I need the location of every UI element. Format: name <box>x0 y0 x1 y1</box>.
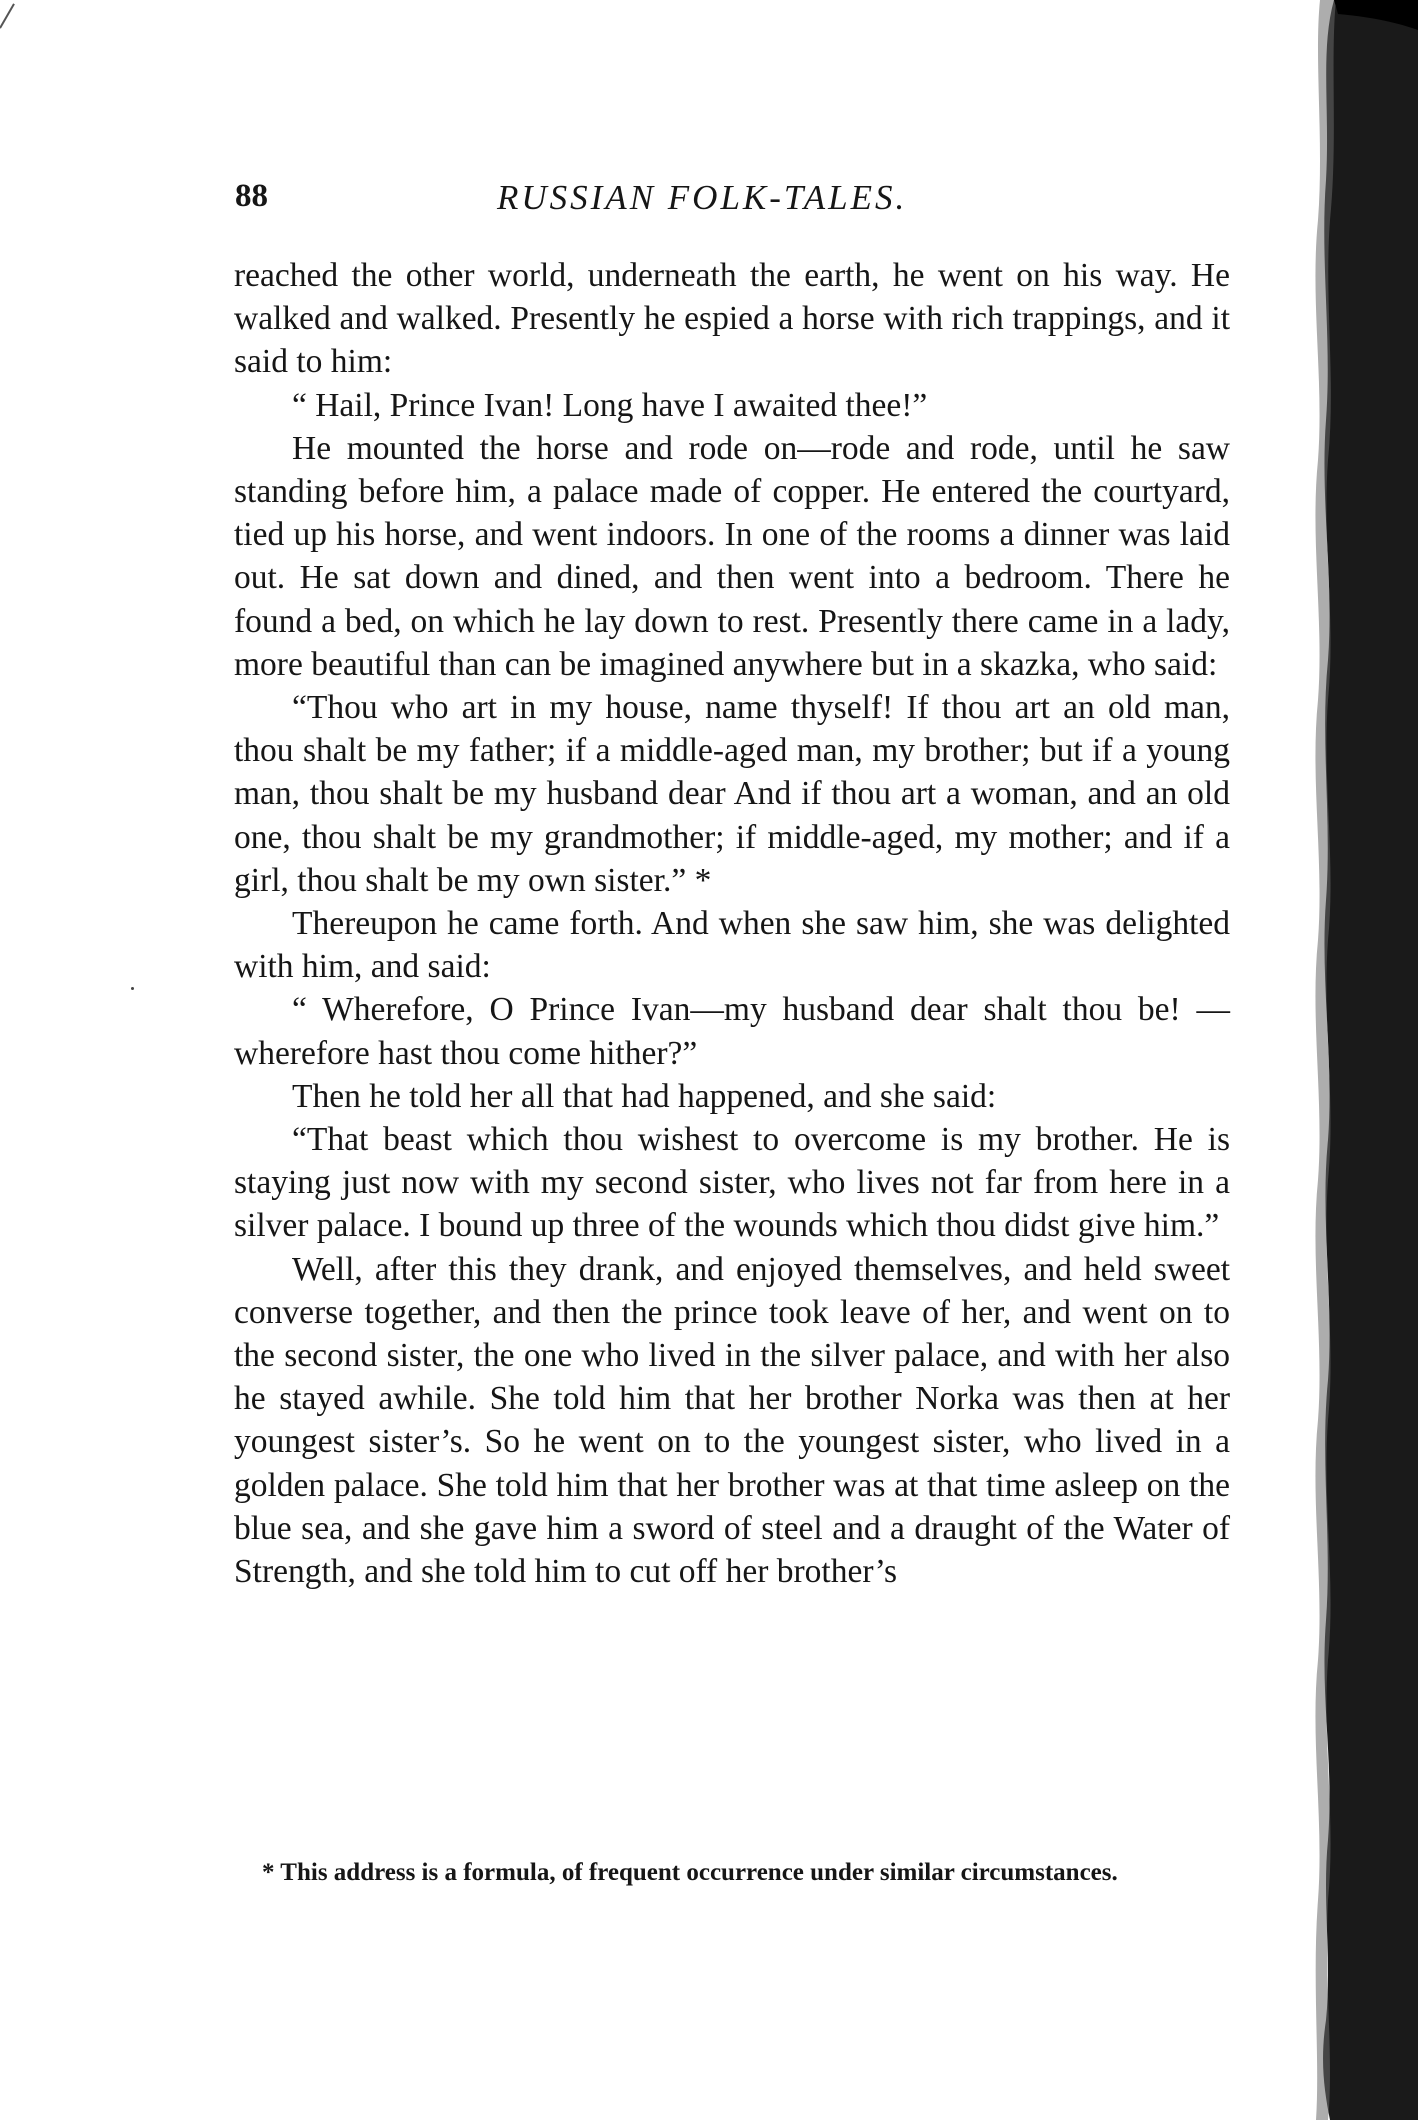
paragraph: Then he told her all that had happened, and she said: <box>292 1077 997 1115</box>
stray-pen-mark <box>0 3 15 28</box>
paragraph: “That beast which thou wishest to overcome is my brother. He is staying just now with my second sister, who lives not far from here in a silver palace. I bound up three of the wounds which thou didst give him.” <box>234 1121 1230 1245</box>
footnote: * This address is a formula, of frequent occurrence under similar circumstances. <box>262 1859 1118 1886</box>
paragraph: Well, after this they drank, and enjoyed themselves, and held sweet converse together, and then the prince took leave of her, and went on to the second sister, the one who lived in the silver palace, and with her also he stayed awhile. She told him that her brother Norka was then at her youngest sister’s. So he went on to the youngest sister, who lived in a golden palace. She told him that her brother was at that time asleep on the blue sea, and she gave him a sword of steel and a draught of the Water of Strength, and she told him to cut off her brother’s <box>234 1250 1230 1591</box>
paragraph: “Thou who art in my house, name thyself! If thou art an old man, thou shalt be my father; if a middle-aged man, my brother; but if a young man, thou shalt be my husband dear And if thou art a woman, and an old one, thou shalt be my grandmother; if middle-aged, my mother; and if a girl, thou shalt be my own sister.” * <box>234 689 1230 899</box>
paragraph: “ Hail, Prince Ivan! Long have I awaited thee!” <box>292 386 928 424</box>
book-binding-edge <box>1290 0 1418 2120</box>
page-header <box>235 178 1235 228</box>
paragraph: Thereupon he came forth. And when she saw him, she was delighted with him, and said: <box>234 905 1230 986</box>
paragraph: reached the other world, underneath the earth, he went on his way. He walked and walked. Presently he espied a horse with rich trappings, and it said to him: <box>234 257 1230 381</box>
paragraph: “ Wherefore, O Prince Ivan—my husband dear shalt thou be! —wherefore hast thou come hither?” <box>234 991 1230 1072</box>
margin-dot <box>131 987 134 990</box>
paragraph: He mounted the horse and rode on—rode and rode, until he saw standing before him, a palace made of copper. He entered the courtyard, tied up his horse, and went indoors. In one of the rooms a dinner was laid out. He sat down and dined, and then went into a bedroom. There he found a bed, on which he lay down to rest. Presently there came in a lady, more beautiful than can be imagined anywhere but in a skazka, who said: <box>234 429 1230 683</box>
page-number: 88 <box>235 178 268 214</box>
running-title: RUSSIAN FOLK-TALES. <box>497 178 908 217</box>
body-text <box>234 254 1230 1593</box>
